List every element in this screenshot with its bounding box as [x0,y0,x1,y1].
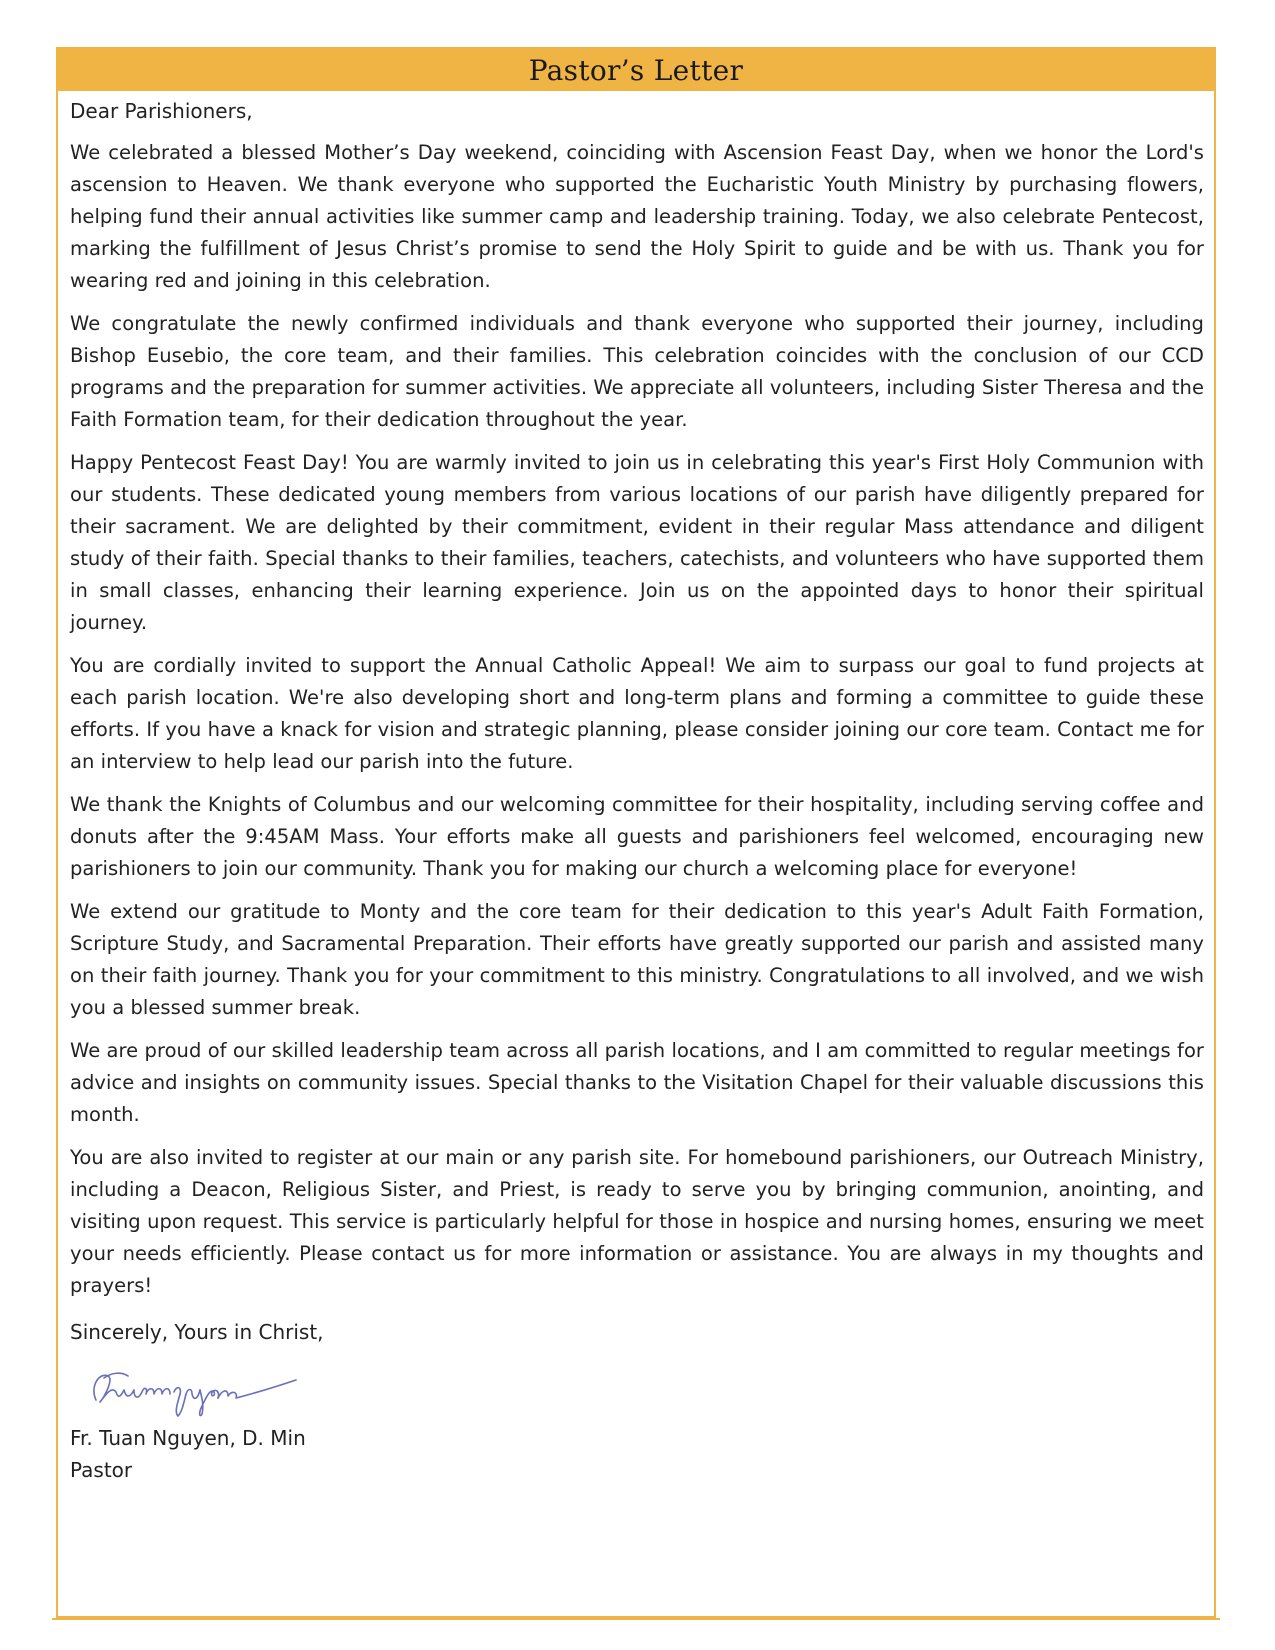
signature-icon [82,1358,302,1422]
letter-paragraph: We celebrated a blessed Mother’s Day weekend, coinciding with Ascension Feast Day, when we honor the Lord's ascension to Heaven. We thank everyone who supported the Eucharistic Youth Ministry by purchasing flowers, helping fund their annual activities like summer camp and leadership training. Today, we also celebrate Pentecost, marking the fulfillment of Jesus Christ’s promise to send the Holy Spirit to guide and be with us. Thank you for wearing red and joining in this celebration. [70,141,1204,292]
page-title: Pastor’s Letter [528,53,744,87]
letter-body [70,95,1204,1486]
signer-title: Pastor [70,1458,133,1482]
letter-paragraph: Happy Pentecost Feast Day! You are warmly invited to join us in celebrating this year's First Holy Communion with our students. These dedicated young members from various locations of our parish have diligently prepared for their sacrament. We are delighted by their commitment, evident in their regular Mass attendance and diligent study of their faith. Special thanks to their families, teachers, catechists, and volunteers who have supported them in small classes, enhancing their learning experience. Join us on the appointed days to honor their spiritual journey. [70,451,1204,634]
bottom-rule [52,1618,1220,1620]
letter-paragraph: You are also invited to register at our main or any parish site. For homebound parishioners, our Outreach Ministry, including a Deacon, Religious Sister, and Priest, is ready to serve you by bringing communion, anointing, and visiting upon request. This service is particularly helpful for those in hospice and nursing homes, ensuring we meet your needs efficiently. Please contact us for more information or assistance. You are always in my thoughts and prayers! [70,1146,1204,1297]
letter-paragraph: We extend our gratitude to Monty and the core team for their dedication to this year's Adult Faith Formation, Scripture Study, and Sacramental Preparation. Their efforts have greatly supported our parish and assisted many on their faith journey. Thank you for your commitment to this ministry. Congratulations to all involved, and we wish you a blessed summer break. [70,900,1204,1019]
closing-line: Sincerely, Yours in Christ, [70,1320,324,1344]
greeting: Dear Parishioners, [70,99,253,123]
signer-name: Fr. Tuan Nguyen, D. Min [70,1426,306,1450]
letter-paragraph: We thank the Knights of Columbus and our welcoming committee for their hospitality, including serving coffee and donuts after the 9:45AM Mass. Your efforts make all guests and parishioners feel welcomed, encouraging new parishioners to join our community. Thank you for making our church a welcoming place for everyone! [70,793,1204,880]
letter-paragraph: You are cordially invited to support the Annual Catholic Appeal! We aim to surpass our goal to fund projects at each parish location. We're also developing short and long-term plans and forming a committee to guide these efforts. If you have a knack for vision and strategic planning, please consider joining our core team. Contact me for an interview to help lead our parish into the future. [70,654,1204,773]
pastors-letter-box [56,47,1216,1618]
letter-paragraph: We congratulate the newly confirmed individuals and thank everyone who supported their journey, including Bishop Eusebio, the core team, and their families. This celebration coincides with the conclusion of our CCD programs and the preparation for summer activities. We appreciate all volunteers, including Sister Theresa and the Faith Formation team, for their dedication throughout the year. [70,312,1204,431]
header-bar [58,49,1214,91]
letter-paragraph: We are proud of our skilled leadership team across all parish locations, and I am committed to regular meetings for advice and insights on community issues. Special thanks to the Visitation Chapel for their valuable discussions this month. [70,1039,1204,1126]
